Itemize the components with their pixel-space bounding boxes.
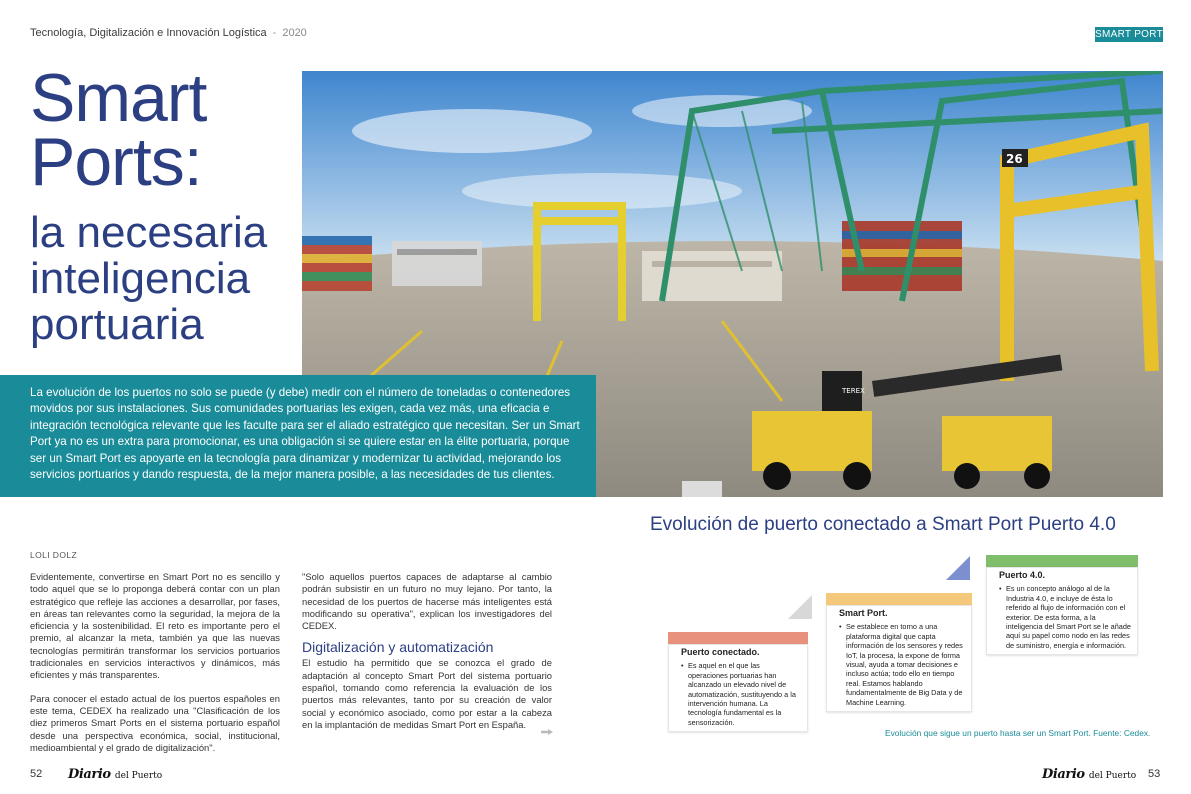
section-tag: SMART PORT (1095, 29, 1164, 40)
subtitle-line-3: portuaria (30, 300, 204, 349)
running-header (30, 27, 307, 39)
arrow-step-1-icon (788, 595, 812, 619)
body-paragraph: Para conocer el estado actual de los puertos españoles en este tema, CEDEX ha realizado una "Clasificación de los diez primeros Smart Ports en el sistema portuario español desde una perspectiva económica, social, institucional, medioambiental y el grado de digitalización". (30, 692, 280, 753)
subtitle-line-1: la necesaria (30, 208, 268, 257)
article-subtitle (30, 210, 267, 348)
diagram-caption: Evolución que sigue un puerto hasta ser un Smart Port. Fuente: Cedex. (885, 728, 1151, 738)
lead-paragraph: La evolución de los puertos no solo se puede (y debe) medir con el número de toneladas o contenedores movidos por sus instalaciones. Sus comunidades portuarias les exigen, cada vez más, una eficacia e integración tecnológica relevante que les faculte para ser el aliado estratégico que necesitan. Ser un Smart Port ya no es un extra para promocionar, es una obligación si se quiere estar en la élite portuaria, porque ser un Smart Port es apoyarte en la tecnología para dinamizar y modernizar tu actividad, mejorando los servicios portuarios y dando respuesta, de la mejor manera posible, a las necesidades de tus clientes. (0, 375, 596, 497)
header-year: 2020 (282, 27, 307, 39)
running-title: Tecnología, Digitalización e Innovación Logística (30, 27, 267, 39)
logo-rest: del Puerto (114, 771, 163, 781)
step-title: Puerto conectado. (681, 647, 760, 657)
author-byline: LOLI DOLZ (30, 550, 78, 560)
step-color-bar (986, 555, 1138, 567)
arrow-step-2-icon (946, 556, 970, 580)
publication-logo-right (1042, 767, 1136, 782)
title-line-1: Smart (30, 60, 207, 136)
body-paragraph: Evidentemente, convertirse en Smart Port no es sencillo y todo aquel que se lo proponga deberá contar con un plan estratégico que refleje las acciones a desarrollar, por fases, en áreas tan relevantes como la seguridad, la mejora de la eficiencia y la sostenibilidad. El reto es importante pero el premio, al alcanzar la meta, también ya que las nuevas tecnologías permitirán transformar los servicios portuarios tradicionales en servicios interactivos y dinámicos, más eficientes y más transparentes. (30, 571, 280, 681)
step-box (826, 605, 972, 712)
publication-logo-left (68, 767, 162, 782)
step-title: Puerto 4.0. (999, 570, 1046, 580)
subtitle-line-2: inteligencia (30, 254, 251, 303)
body-paragraph: "Solo aquellos puertos capaces de adaptarse al cambio podrán subsistir en un futuro no muy lejano. Por tanto, la necesidad de los puertos de hacerse más inteligentes está modificando su operativa", explican los investigadores del CEDEX. (302, 571, 552, 632)
page-number-right: 53 (1148, 768, 1161, 780)
logo-word: Diario (1042, 767, 1085, 782)
section-subhead: Digitalización y automatización (302, 639, 494, 656)
logo-word: Diario (68, 767, 111, 782)
crane-number-label: 26 (1006, 152, 1023, 166)
step-color-bar (668, 632, 808, 644)
step-text: • Se establece en torno a una plataforma digital que capta información de los sensores y redes IoT, la procesa, la expone de forma visual, ayuda a tomar decisiones e incluso actúa; todo ello en tiempo real. Estamos hablando fundamentalmente de Big Data y de Machine Learning. (839, 622, 965, 707)
logo-rest: del Puerto (1088, 771, 1137, 781)
page-number-left: 52 (30, 768, 43, 780)
diagram-step-connected-port (668, 632, 808, 732)
body-paragraph: El estudio ha permitido que se conozca el grado de adaptación al concepto Smart Port del sistema portuario español, tomando como referencia la evaluación de los puertos más relevantes, tanto por su creación de valor social y económico asociado, como por estar a la cabeza en la implantación de medidas Smart Port en España. (302, 657, 552, 730)
diagram-step-smart-port (826, 593, 972, 712)
step-text: • Es aquel en el que las operaciones portuarias han alcanzado un elevado nivel de automatización, sustituyendo a la intervención humana. La tecnología fundamental es la sensorización. (681, 661, 801, 727)
diagram-step-port-4-0 (986, 555, 1138, 655)
step-text: • Es un concepto análogo al de la Industria 4.0, e incluye de ésta lo referido al flujo de información con el exterior. De esta forma, a la inteligencia del Smart Port se le añade aquí su papel como nodo en las redes de suministro, energía e información. (999, 584, 1131, 650)
article-title (30, 60, 207, 200)
header-separator: - (272, 27, 277, 39)
body-column-2 (302, 571, 552, 742)
step-color-bar (826, 593, 972, 605)
step-box (668, 644, 808, 732)
vehicle-brand-label: TEREX (842, 387, 865, 395)
step-box (986, 567, 1138, 655)
diagram-title: Evolución de puerto conectado a Smart Port Puerto 4.0 (650, 514, 1116, 535)
body-column-1 (30, 571, 280, 765)
step-title: Smart Port. (839, 608, 888, 618)
title-line-2: Ports: (30, 124, 202, 200)
